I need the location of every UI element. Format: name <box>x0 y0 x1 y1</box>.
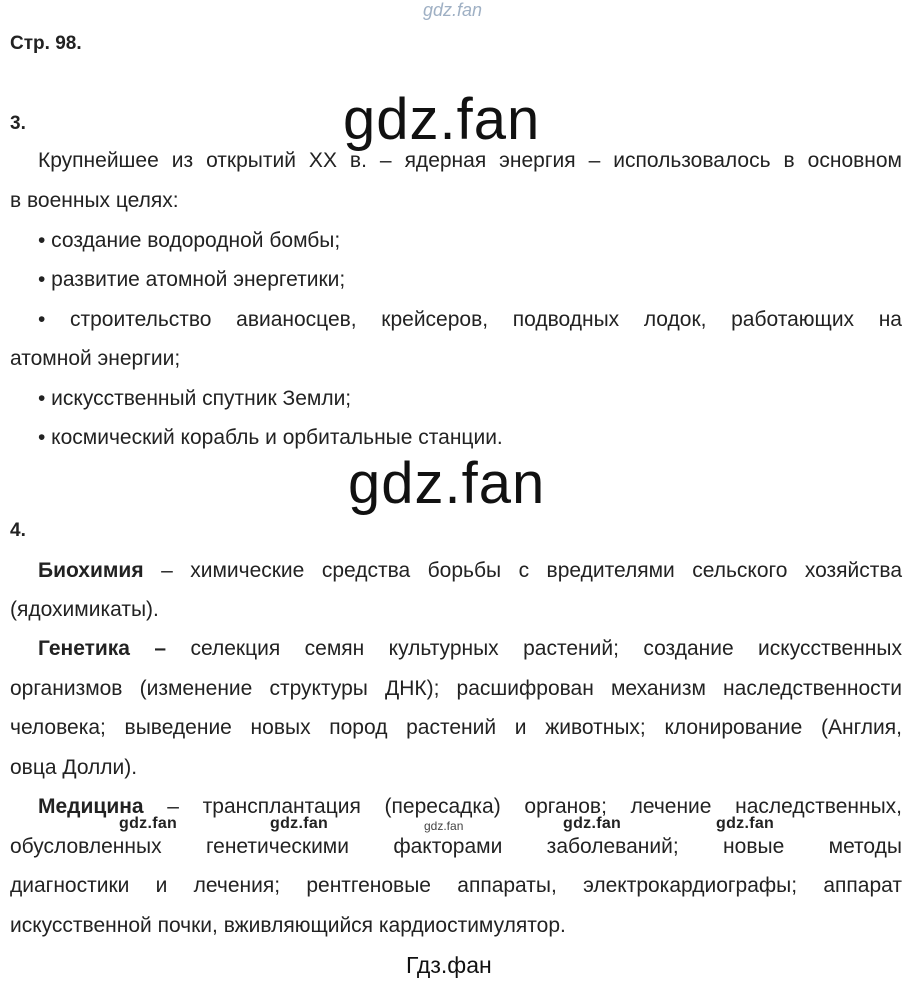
biochemistry-term: Биохимия <box>38 559 144 582</box>
watermark-small-2: gdz.fan <box>270 815 329 832</box>
q4-genetics-line-2: организмов (изменение структуры ДНК); расшифрован механизм наследственности <box>10 677 902 700</box>
q4-genetics-line-3: человека; выведение новых пород растений и животных; клонирование (Англия, <box>10 716 902 739</box>
q4-genetics-line-4: овца Долли). <box>10 756 138 779</box>
biochemistry-text: – химические средства борьбы с вредителями сельского хозяйства <box>143 559 902 582</box>
page-header: Стр. 98. <box>10 33 82 54</box>
question-3-number: 3. <box>10 113 26 134</box>
q3-intro-line-2: в военных целях: <box>10 189 179 212</box>
q4-medicine-line-3: диагностики и лечения; рентгеновые аппараты, электрокардиографы; аппарат <box>10 874 902 897</box>
q3-bullet-4: • искусственный спутник Земли; <box>38 387 352 410</box>
watermark-small-1: gdz.fan <box>119 815 178 832</box>
watermark-small-3: gdz.fan <box>424 819 464 833</box>
q4-genetics-line-1 <box>38 637 902 661</box>
watermark-small-5: gdz.fan <box>716 815 775 832</box>
q3-bullet-3-line-2: атомной энергии; <box>10 347 181 370</box>
genetics-text: селекция семян культурных растений; создание искусственных <box>166 637 902 660</box>
q4-biochemistry-line-1 <box>38 559 902 583</box>
footer-watermark: Гдз.фан <box>406 952 492 978</box>
q4-medicine-line-4: искусственной почки, вживляющийся кардиостимулятор. <box>10 914 566 937</box>
medicine-text: – трансплантация (пересадка) органов; лечение наследственных, <box>143 795 902 818</box>
q3-bullet-3-line-1: • строительство авианосцев, крейсеров, подводных лодок, работающих на <box>38 308 902 331</box>
q3-bullet-2: • развитие атомной энергетики; <box>38 268 346 291</box>
q3-intro-line-1: Крупнейшее из открытий XX в. – ядерная энергия – использовалось в основном <box>38 149 902 172</box>
watermark-top: gdz.fan <box>423 0 483 20</box>
question-4-number: 4. <box>10 520 26 541</box>
watermark-small-4: gdz.fan <box>563 815 622 832</box>
genetics-term: Генетика – <box>38 637 167 660</box>
q4-medicine-line-2: обусловленных генетическими факторами заболеваний; новые методы <box>10 835 902 858</box>
q3-bullet-1: • создание водородной бомбы; <box>38 229 341 252</box>
watermark-large-2: gdz.fan <box>348 451 546 516</box>
q4-biochemistry-line-2: (ядохимикаты). <box>10 598 159 621</box>
q3-bullet-5: • космический корабль и орбитальные станции. <box>38 426 503 449</box>
watermark-large-1: gdz.fan <box>343 87 541 152</box>
medicine-term: Медицина <box>38 795 144 818</box>
